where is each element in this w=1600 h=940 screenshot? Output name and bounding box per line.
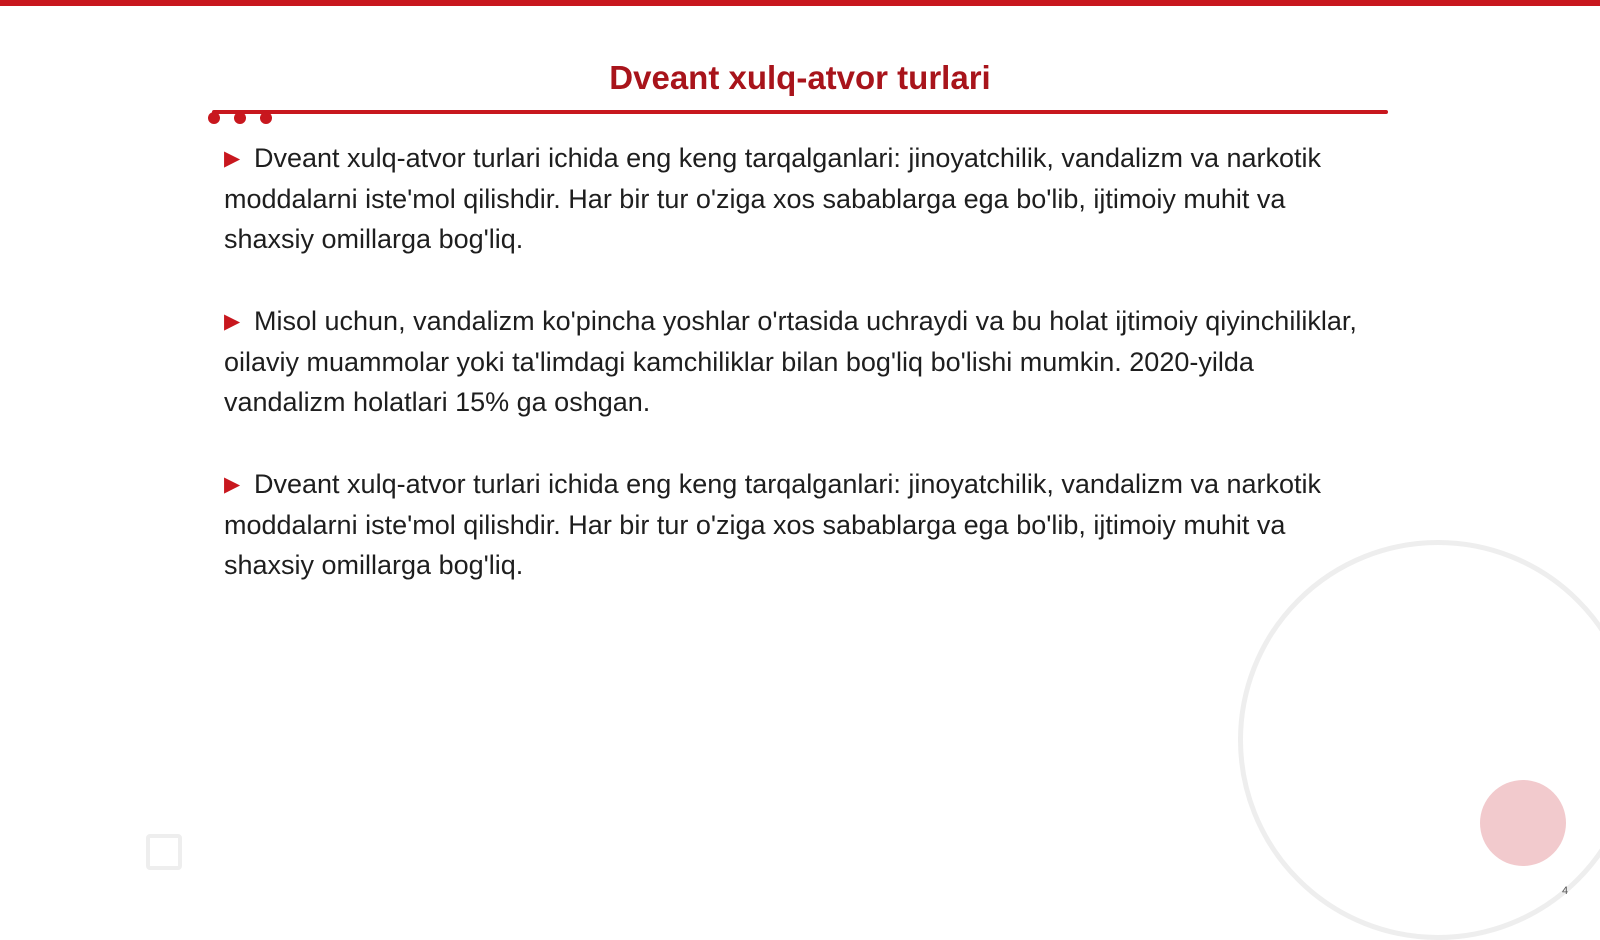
bullet-text: Dveant xulq-atvor turlari ichida eng keng tarqalganlari: jinoyatchilik, vandalizm va narkotik moddalarni iste'mol qilishdir. Har bir tur o'ziga xos sabablarga ega bo'lib, ijtimoiy muhit va shaxsiy omillarga bog'liq.	[224, 143, 1322, 254]
top-accent-bar	[0, 0, 1600, 6]
bullet-text: Misol uchun, vandalizm ko'pincha yoshlar o'rtasida uchraydi va bu holat ijtimoiy qiyinchiliklar, oilaviy muammolar yoki ta'limdagi kamchiliklar bilan bog'liq bo'lishi mumkin. 2020-yilda vandalizm holatlari 15% ga oshgan.	[224, 306, 1357, 417]
decorative-pink-circle	[1480, 780, 1566, 866]
title-underline	[212, 110, 1388, 114]
bullet-list	[224, 138, 1374, 627]
triangle-bullet-icon: ▶	[224, 310, 241, 333]
bullet-item-1	[224, 138, 1374, 259]
slide-title: Dveant xulq-atvor turlari	[609, 59, 991, 96]
page-number: 4	[1562, 885, 1569, 897]
decorative-dot-3	[260, 112, 272, 124]
triangle-bullet-icon: ▶	[224, 147, 241, 170]
decorative-square	[146, 834, 182, 870]
decorative-dot-1	[208, 112, 220, 124]
decorative-dot-2	[234, 112, 246, 124]
bullet-text: Dveant xulq-atvor turlari ichida eng keng tarqalganlari: jinoyatchilik, vandalizm va narkotik moddalarni iste'mol qilishdir. Har bir tur o'ziga xos sabablarga ega bo'lib, ijtimoiy muhit va shaxsiy omillarga bog'liq.	[224, 469, 1322, 580]
triangle-bullet-icon: ▶	[224, 473, 241, 496]
bullet-item-2	[224, 301, 1374, 422]
bullet-item-3	[224, 464, 1374, 585]
